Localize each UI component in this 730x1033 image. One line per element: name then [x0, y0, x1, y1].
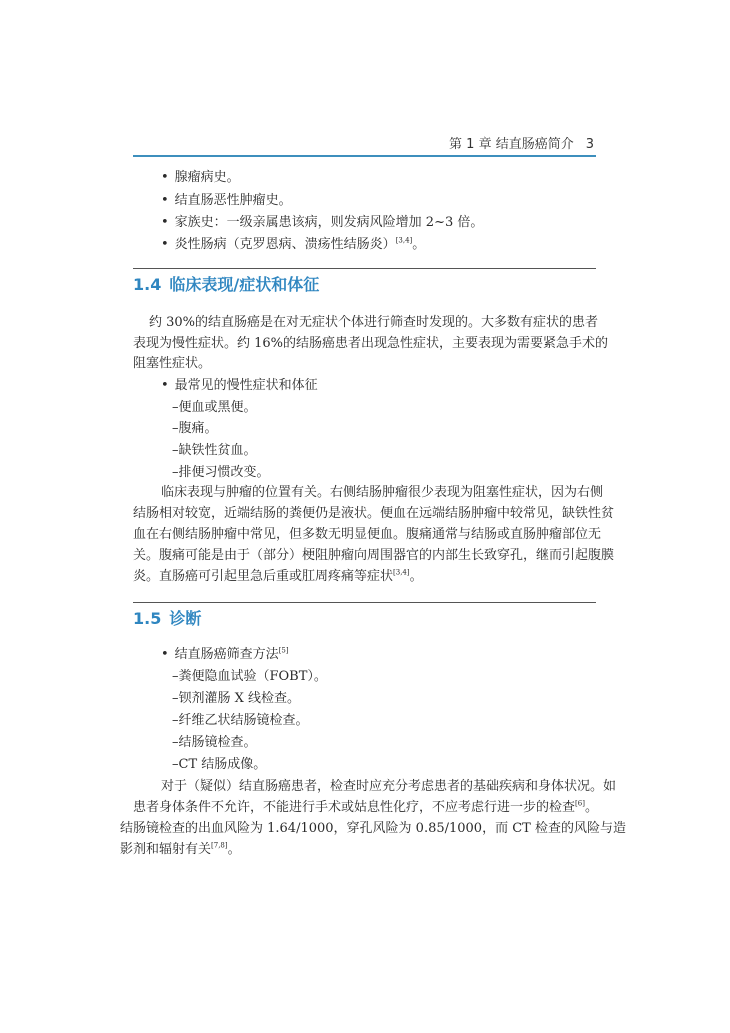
running-header [449, 133, 594, 152]
sub-list-item: –排便习惯改变。 [172, 465, 270, 480]
section-title: 诊断 [169, 609, 202, 628]
paragraph-line: 血在右侧结肠肿瘤中常见，但多数无明显便血。腹痛通常与结肠或直肠肿瘤部位无 [133, 527, 602, 542]
sub-list-item: –纤维乙状结肠镜检查。 [172, 713, 309, 728]
sub-list-item: –钡剂灌肠 X 线检查。 [172, 691, 301, 706]
list-item: • 腺瘤病史。 [161, 168, 240, 188]
citation: [3,4] [393, 568, 410, 577]
section-rule [133, 602, 596, 603]
section-heading [133, 272, 319, 295]
header-rule [133, 155, 596, 157]
sub-list-item: –粪便隐血试验（FOBT）。 [172, 669, 327, 684]
paragraph-line: 结肠相对较宽，近端结肠的粪便仍是液状。便血在远端结肠肿瘤中较常见，缺铁性贫 [133, 506, 615, 521]
sub-list-item: –CT 结肠成像。 [172, 757, 267, 772]
sub-list-item: –结肠镜检查。 [172, 735, 257, 750]
section-number: 1.4 [133, 275, 162, 294]
citation: [3,4] [395, 236, 413, 245]
sub-list-item: –缺铁性贫血。 [172, 443, 257, 458]
section-heading [133, 606, 201, 629]
sub-list-item: –便血或黑便。 [172, 400, 257, 415]
paragraph-line: 约 30%的结直肠癌是在对无症状个体进行筛查时发现的。大多数有症状的患者 [149, 315, 599, 330]
section-number: 1.5 [133, 609, 162, 628]
section-rule [133, 268, 596, 269]
paragraph-line: 结肠镜检查的出血风险为 1.64/1000，穿孔风险为 0.85/1000，而 CT 检查的风险与造 [120, 821, 626, 836]
list-item: • 最常见的慢性症状和体征 [161, 376, 318, 396]
paragraph-line: 阻塞性症状。 [133, 356, 212, 371]
list-item: • 炎性肠病（克罗恩病、溃疡性结肠炎）[3,4]。 [161, 235, 425, 255]
citation: [7,8] [211, 841, 228, 850]
paragraph-line: 炎。直肠癌可引起里急后重或肛周疼痛等症状[3,4]。 [133, 568, 423, 584]
paragraph-line: 患者身体条件不允许，不能进行手术或姑息性化疗，不应考虑行进一步的检查[6]。 [133, 799, 598, 815]
citation: [6] [575, 799, 585, 808]
page-number: 3 [585, 137, 594, 152]
paragraph-line: 临床表现与肿瘤的位置有关。右侧结肠肿瘤很少表现为阻塞性症状，因为右侧 [161, 485, 604, 500]
paragraph-line: 表现为慢性症状。约 16%的结肠癌患者出现急性症状，主要表现为需要紧急手术的 [133, 336, 609, 351]
list-item: • 结直肠癌筛查方法[5] [161, 645, 289, 665]
chapter-title: 第 1 章 结直肠癌简介 [449, 137, 574, 152]
list-item: • 结直肠恶性肿瘤史。 [161, 191, 292, 211]
section-title: 临床表现/症状和体征 [169, 275, 320, 294]
list-item: • 家族史：一级亲属患该病，则发病风险增加 2~3 倍。 [161, 213, 483, 233]
citation: [5] [278, 646, 289, 655]
paragraph-line: 关。腹痛可能是由于（部分）梗阻肿瘤向周围器官的内部生长致穿孔，继而引起腹膜 [133, 548, 615, 563]
paragraph-line: 对于（疑似）结直肠癌患者，检查时应充分考虑患者的基础疾病和身体状况。如 [161, 779, 617, 794]
sub-list-item: –腹痛。 [172, 421, 218, 436]
paragraph-line: 影剂和辐射有关[7,8]。 [120, 841, 241, 857]
